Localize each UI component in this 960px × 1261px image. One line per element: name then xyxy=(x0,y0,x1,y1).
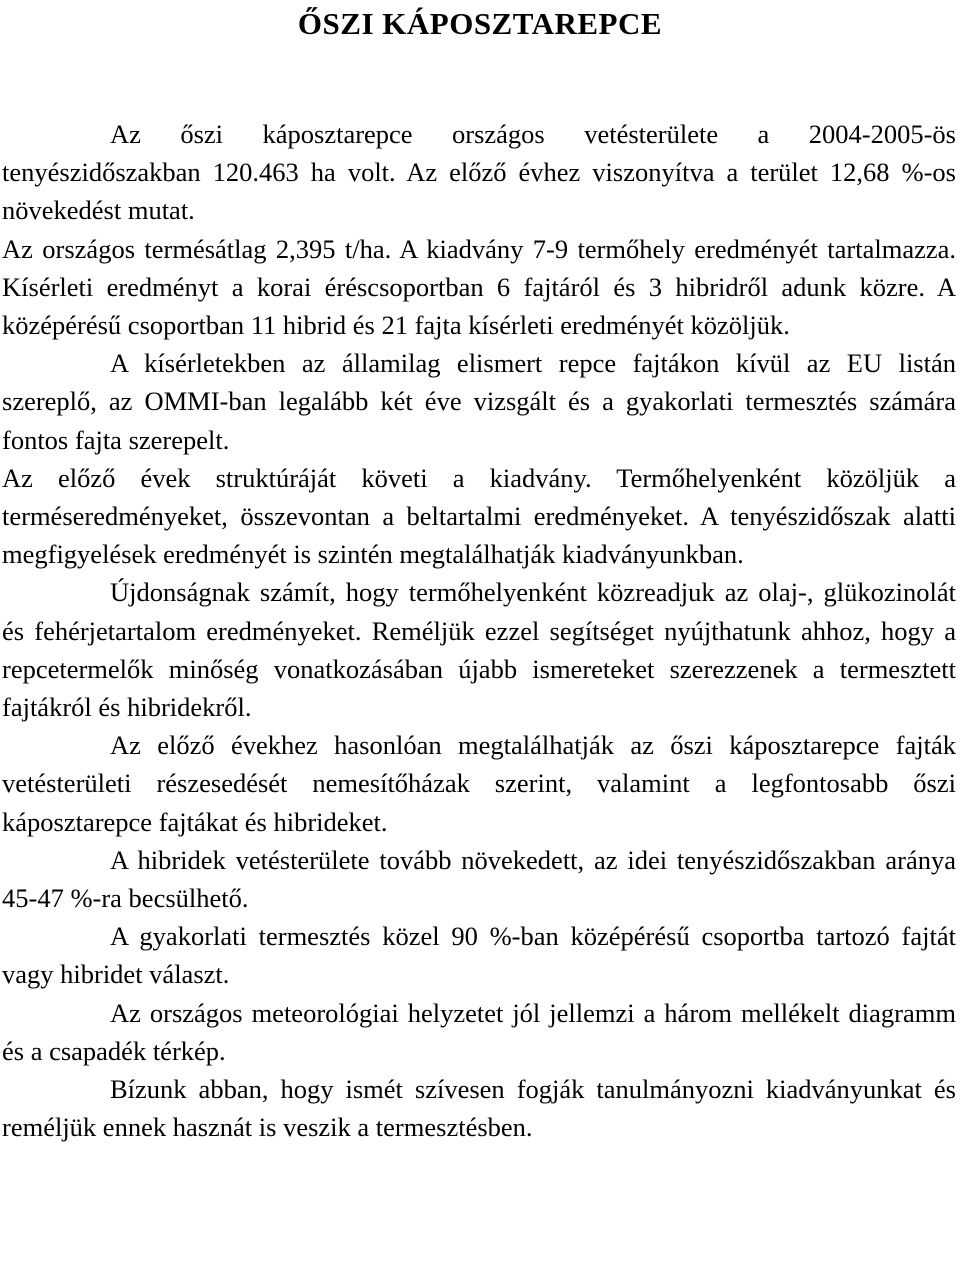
paragraph: Bízunk abban, hogy ismét szívesen fogják tanulmányozni kiadványunkat és reméljük ennek hasznát is veszik a termesztésben. xyxy=(2,1074,956,1143)
paragraph: A kísérletekben az államilag elismert repce fajtákon kívül az EU listán szereplő, az OMMI-ban legalább két éve vizsgált és a gyakorlati termesztés számára fontos fajta szerepelt. xyxy=(2,348,956,455)
paragraph: A gyakorlati termesztés közel 90 %-ban középérésű csoportba tartozó fajtát vagy hibridet választ. xyxy=(2,921,956,990)
paragraph: Az országos termésátlag 2,395 t/ha. A kiadvány 7-9 termőhely eredményét tartalmazza. Kísérleti eredményt a korai éréscsoportban 6 fajtáról és 3 hibridről adunk közre. A középérésű csoportban 11 hibrid és 21 fajta kísérleti eredményét közöljük. xyxy=(2,233,956,341)
paragraph: Az előző évek struktúráját követi a kiadvány. Termőhelyenként közöljük a terméseredményeket, összevontan a beltartalmi eredményeket. A tenyészidőszak alatti megfigyelések eredményét is szintén megtalálhatják kiadványunkban. xyxy=(2,462,956,570)
paragraph: A hibridek vetésterülete tovább növekedett, az idei tenyészidőszakban aránya 45-47 %-ra becsülhető. xyxy=(2,844,956,914)
document-body xyxy=(2,115,956,1146)
paragraph: Az őszi káposztarepce országos vetésterülete a 2004-2005-ös tenyészidőszakban 120.463 ha volt. Az előző évhez viszonyítva a terület 12,68 %-os növekedést mutat. xyxy=(2,119,956,226)
paragraph: Az előző évekhez hasonlóan megtalálhatják az őszi káposztarepce fajták vetésterületi részesedését nemesítőházak szerint, valamint a legfontosabb őszi káposztarepce fajtákat és hibrideket. xyxy=(2,730,956,837)
page-title: ŐSZI KÁPOSZTAREPCE xyxy=(297,6,663,41)
paragraph: Az országos meteorológiai helyzetet jól jellemzi a három mellékelt diagramm és a csapadék térkép. xyxy=(2,997,956,1066)
paragraph: Újdonságnak számít, hogy termőhelyenként közreadjuk az olaj-, glükozinolát és fehérjetartalom eredményeket. Reméljük ezzel segítséget nyújthatunk ahhoz, hogy a repcetermelők minőség vonatkozásában újabb ismereteket szerezzenek a termesztett fajtákról és hibridekről. xyxy=(2,577,956,723)
